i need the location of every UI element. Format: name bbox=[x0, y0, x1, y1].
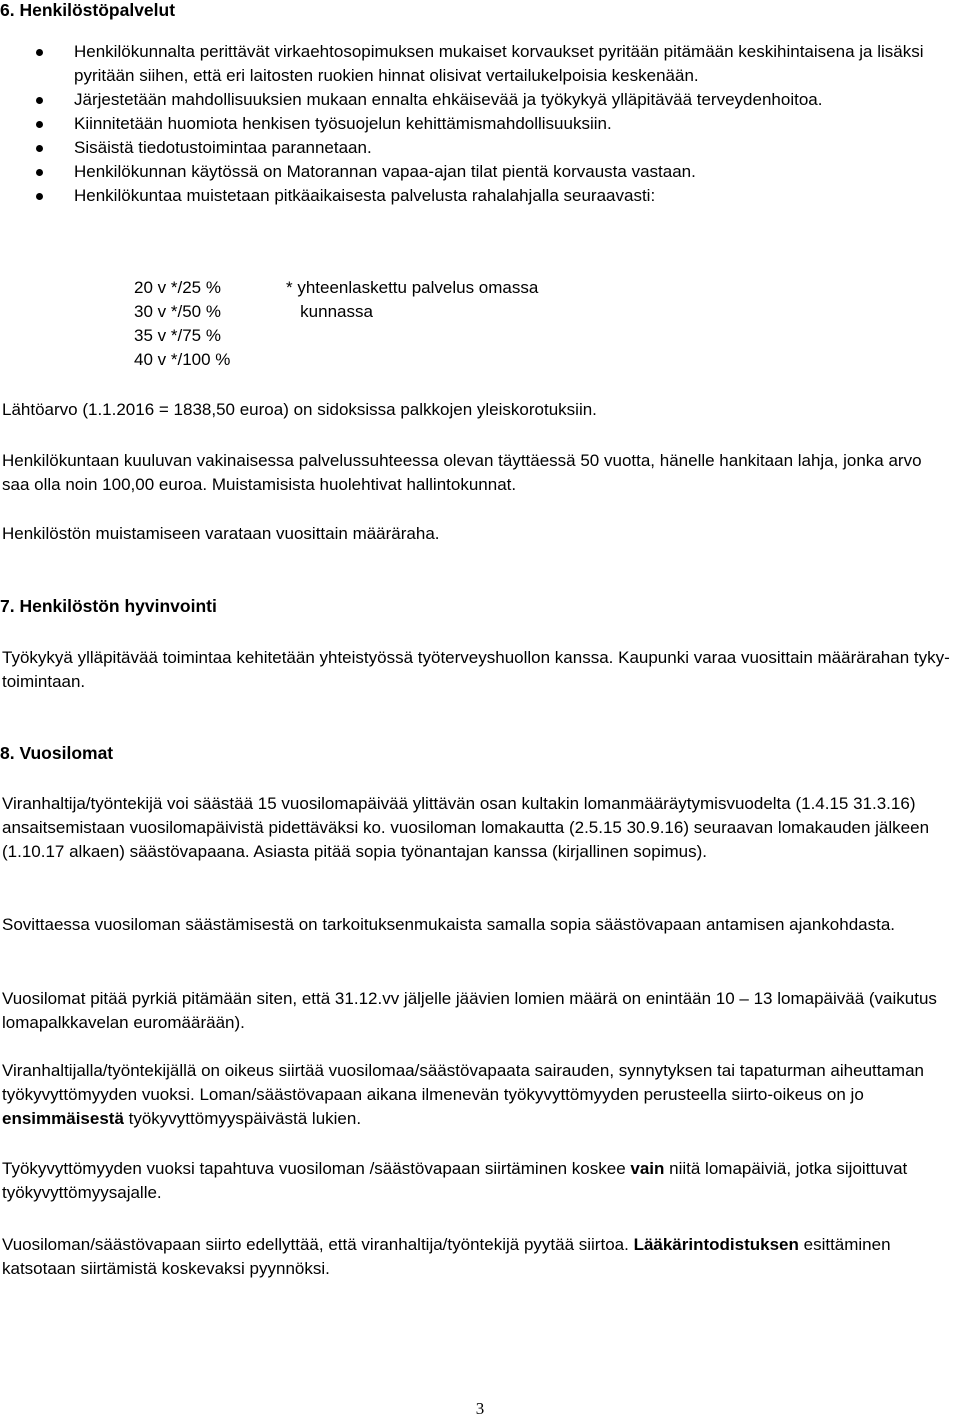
paragraph-text: työkyvyttömyyspäivästä lukien. bbox=[123, 1109, 362, 1128]
bullet-text: Henkilökuntaa muistetaan pitkäaikaisesta palvelusta rahalahjalla seuraavasti: bbox=[74, 186, 656, 205]
reward-row bbox=[134, 276, 538, 300]
list-item bbox=[0, 136, 960, 160]
emphasis-text: Lääkärintodistuksen bbox=[633, 1235, 799, 1254]
baseline-paragraph: Lähtöarvo (1.1.2016 = 1838,50 euroa) on sidoksissa palkkojen yleiskorotuksiin. bbox=[2, 400, 597, 419]
section-8-paragraph-2: Sovittaessa vuosiloman säästämisestä on tarkoituksenmukaista samalla sopia säästövapaan antamisen ajankohdasta. bbox=[2, 915, 895, 934]
bullet-icon bbox=[36, 169, 43, 176]
list-item bbox=[0, 40, 960, 88]
list-item bbox=[0, 160, 960, 184]
reward-value: 20 v */25 % bbox=[134, 278, 221, 297]
section-6-paragraph-2: Henkilöstön muistamiseen varataan vuosittain määräraha. bbox=[2, 524, 440, 543]
list-item bbox=[0, 184, 960, 208]
section-6-heading: 6. Henkilöstöpalvelut bbox=[0, 0, 176, 20]
section-8-paragraph-4 bbox=[2, 1059, 952, 1131]
paragraph-text: Viranhaltijalla/työntekijällä on oikeus siirtää vuosilomaa/säästövapaata sairauden, synnytyksen tai tapaturman aiheuttaman työkyvyttömyyden vuoksi. Loman/säästövapaan aikana ilmenevän työkyvyttömyyden perusteella siirto-oikeus on jo bbox=[2, 1061, 925, 1104]
bullet-icon bbox=[36, 49, 43, 56]
section-7-heading: 7. Henkilöstön hyvinvointi bbox=[0, 596, 217, 616]
bullet-icon bbox=[36, 121, 43, 128]
list-item bbox=[0, 112, 960, 136]
reward-note: kunnassa bbox=[286, 302, 373, 321]
section-8-paragraph-5 bbox=[2, 1157, 952, 1205]
reward-value: 40 v */100 % bbox=[134, 350, 231, 369]
section-8-heading: 8. Vuosilomat bbox=[0, 743, 114, 763]
reward-row bbox=[134, 324, 538, 348]
section-6-paragraph-1: Henkilökuntaan kuuluvan vakinaisessa palvelussuhteessa olevan täyttäessä 50 vuotta, hänelle hankitaan lahja, jonka arvo saa olla noin 100,00 euroa. Muistamisista huolehtivat hallintokunnat. bbox=[2, 451, 922, 494]
list-item bbox=[0, 88, 960, 112]
reward-value: 30 v */50 % bbox=[134, 302, 221, 321]
reward-value: 35 v */75 % bbox=[134, 326, 221, 345]
bullet-icon bbox=[36, 193, 43, 200]
bullet-text: Kiinnitetään huomiota henkisen työsuojelun kehittämismahdollisuuksiin. bbox=[74, 114, 612, 133]
section-8-paragraph-1: Viranhaltija/työntekijä voi säästää 15 vuosilomapäivää ylittävän osan kultakin lomanmääräytymisvuodelta (1.4.15 31.3.16) ansaitsemistaan vuosilomapäivistä pidettäväksi ko. vuosiloman lomakautta (2.5.15 30.9.16) seuraavan lomakauden jälkeen (1.10.17 alkaen) säästövapaana. Asiasta pitää sopia työnantajan kanssa (kirjallinen sopimus). bbox=[2, 794, 930, 861]
section-8-paragraph-6 bbox=[2, 1233, 952, 1281]
bullet-text: Henkilökunnalta perittävät virkaehtosopimuksen mukaiset korvaukset pyritään pitämään keskihintaisena ja lisäksi pyritään siihen, että eri laitosten ruokien hinnat olisivat vertailukelpoisia keskenään. bbox=[74, 42, 924, 85]
reward-row bbox=[134, 300, 538, 324]
paragraph-text: Työkyvyttömyyden vuoksi tapahtuva vuosiloman /säästövapaan siirtäminen koskee bbox=[2, 1159, 631, 1178]
bullet-text: Järjestetään mahdollisuuksien mukaan ennalta ehkäisevää ja työkykyä ylläpitävää terveydenhoitoa. bbox=[74, 90, 823, 109]
emphasis-text: ensimmäisestä bbox=[2, 1109, 124, 1128]
bullet-text: Sisäistä tiedotustoimintaa parannetaan. bbox=[74, 138, 372, 157]
bullet-icon bbox=[36, 145, 43, 152]
emphasis-text: vain bbox=[630, 1159, 665, 1178]
reward-note: * yhteenlaskettu palvelus omassa bbox=[286, 278, 539, 297]
paragraph-text: Vuosiloman/säästövapaan siirto edellyttää, että viranhaltija/työntekijä pyytää siirtoa. bbox=[2, 1235, 634, 1254]
section-6-bullet-list bbox=[0, 40, 960, 208]
reward-row bbox=[134, 348, 538, 372]
section-8-paragraph-3: Vuosilomat pitää pyrkiä pitämään siten, että 31.12.vv jäljelle jäävien lomien määrä on enintään 10 – 13 lomapäivää (vaikutus lomapalkkavelan euromäärään). bbox=[2, 989, 937, 1032]
section-7-paragraph-1: Työkykyä ylläpitävää toimintaa kehitetään yhteistyössä työterveyshuollon kanssa. Kaupunki varaa vuosittain määrärahan tyky-toimintaan. bbox=[2, 648, 950, 691]
service-reward-table bbox=[134, 276, 538, 372]
bullet-text: Henkilökunnan käytössä on Matorannan vapaa-ajan tilat pientä korvausta vastaan. bbox=[74, 162, 696, 181]
paragraph-text: esittäminen katsotaan siirtämistä koskevaksi pyynnöksi. bbox=[2, 1235, 891, 1278]
page-number: 3 bbox=[475, 1399, 485, 1418]
paragraph-text: niitä lomapäiviä, jotka sijoittuvat työkyvyttömyysajalle. bbox=[2, 1159, 908, 1202]
bullet-icon bbox=[36, 97, 43, 104]
